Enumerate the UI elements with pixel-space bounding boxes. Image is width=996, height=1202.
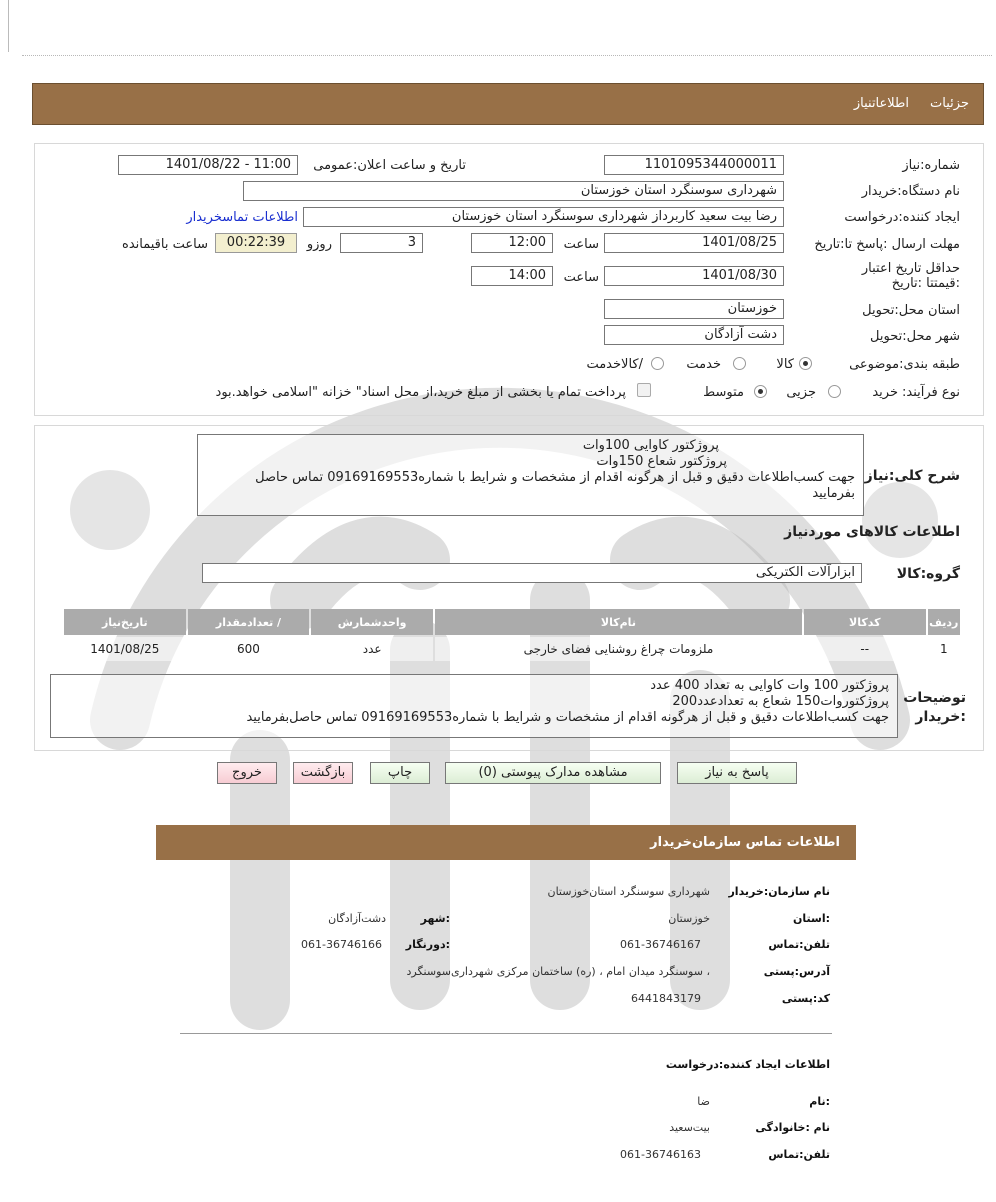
- remaining-label: ساعت باقیمانده: [122, 237, 208, 252]
- general-description-box: [197, 434, 864, 516]
- treasury-payment-note: پرداخت تمام یا بخشی از مبلغ خرید،از محل اسناد" خزانه "اسلامی خواهد.بود: [215, 385, 626, 400]
- process-label: نوع فرآیند:: [902, 385, 960, 400]
- tab-details[interactable]: جزئیات: [930, 96, 969, 111]
- contact-section-title: اطلاعات تماس سازمان‌خریدار: [650, 835, 840, 850]
- announce-label: تاریخ و ساعت اعلان:عمومی: [313, 158, 466, 173]
- contact-section-header: [156, 825, 856, 860]
- contact-fax-label: :دورنگار: [405, 938, 450, 951]
- description-line-2: پروژکتور شعاع 150وات: [596, 454, 727, 469]
- category-service-label: خدمت: [686, 357, 721, 372]
- deadline-hour-label: ساعت: [563, 237, 599, 252]
- contact-phone-value: 061-36746167: [620, 938, 701, 951]
- description-line-3: جهت کسب‌اطلاعات دقیق و قبل از هرگونه اقدام از مشخصات و شرایط با شماره09169169553 تماس حاصل: [255, 470, 855, 485]
- process-medium-label: متوسط: [703, 385, 744, 400]
- category-service-radio[interactable]: [733, 357, 746, 370]
- buyer-notes-line-3: جهت کسب‌اطلاعات دقیق و قبل از هرگونه اقدام از مشخصات و شرایط با شماره09169169553 تماس حاصل‌بفرمایید: [246, 710, 889, 725]
- contact-address-value: ، سوسنگرد میدان امام ، (ره) ساختمان مرکزی شهرداری‌سوسنگرد: [406, 965, 710, 978]
- col-row: ردیف: [928, 609, 960, 635]
- col-quantity: / تعداد‌مقدار: [188, 609, 310, 635]
- buyer-contact-link[interactable]: اطلاعات تماسخریدار: [186, 210, 298, 225]
- process-partial-radio[interactable]: [828, 385, 841, 398]
- city-label: شهر محل:تحویل: [870, 329, 960, 344]
- buyer-org-field[interactable]: شهرداری سوسنگرد استان خوزستان: [243, 181, 784, 201]
- col-code: کدکالا: [804, 609, 926, 635]
- creator-phone-label: تلفن:تماس: [768, 1148, 830, 1161]
- creator-family-label: نام :خانوادگی: [755, 1121, 830, 1134]
- deadline-date-field[interactable]: 1401/08/25: [604, 233, 784, 253]
- validity-date-field[interactable]: 1401/08/30: [604, 266, 784, 286]
- left-edge-line: [8, 0, 9, 52]
- contact-phone-label: تلفن:تماس: [768, 938, 830, 951]
- org-name-value: شهرداری سوسنگرد استان‌خوزستان: [547, 885, 710, 898]
- buyer-notes-box: [50, 674, 898, 738]
- remaining-timer: 00:22:39: [215, 233, 297, 253]
- process-medium-radio[interactable]: [754, 385, 767, 398]
- need-number-label: شماره:نیاز: [902, 158, 960, 173]
- description-line-4: بفرمایید: [812, 486, 855, 501]
- table-row: [64, 637, 960, 661]
- creator-family-value: بیت‌سعید: [669, 1121, 710, 1134]
- back-button[interactable]: بازگشت: [293, 762, 353, 784]
- cell-code: --: [804, 637, 926, 661]
- announce-field[interactable]: 1401/08/22 - 11:00: [118, 155, 298, 175]
- category-goods-radio[interactable]: [799, 357, 812, 370]
- exit-button[interactable]: خروج: [217, 762, 277, 784]
- buyer-notes-label: توضیحات: [903, 690, 966, 706]
- need-number-field[interactable]: 1101095344000011: [604, 155, 784, 175]
- contact-separator: [180, 1033, 832, 1034]
- buyer-org-label: نام دستگاه:خریدار: [861, 184, 960, 199]
- goods-table: [62, 607, 962, 663]
- contact-address-label: آدرس:پستی: [763, 965, 830, 978]
- contact-city-value: دشت‌آزادگان: [328, 912, 386, 925]
- days-field[interactable]: 3: [340, 233, 423, 253]
- days-label: روزو: [306, 237, 332, 252]
- process-partial-label: جزیی: [786, 385, 816, 400]
- validity-label: حداقل تاریخ اعتبار :قیمتتا :تاریخ: [861, 261, 960, 291]
- goods-group-label: گروه:کالا: [896, 566, 960, 582]
- cell-quantity: 600: [188, 637, 310, 661]
- cell-row: 1: [928, 637, 960, 661]
- contact-postal-label: کد:پستی: [781, 992, 830, 1005]
- contact-postal-value: 6441843179: [631, 992, 701, 1005]
- tab-need-info[interactable]: اطلاعاتنیاز: [853, 96, 909, 111]
- goods-table-header: [64, 609, 960, 635]
- col-name: نام‌کالا: [435, 609, 802, 635]
- buyer-notes-line-2: پروژکتوروات150 شعاع به تعداد‌عدد200: [672, 694, 889, 709]
- deadline-label: مهلت ارسال :پاسخ تا:تاریخ: [814, 237, 960, 252]
- buyer-notes-label-2: :خریدار: [915, 709, 966, 725]
- reply-button[interactable]: پاسخ به نیاز: [677, 762, 797, 784]
- category-goods-label: کالا: [776, 357, 794, 372]
- top-divider: [22, 55, 992, 56]
- col-date: تاریخ‌نیاز: [64, 609, 186, 635]
- category-goods-service-radio[interactable]: [651, 357, 664, 370]
- category-label: طبقه بندی:موضوعی: [849, 357, 960, 372]
- col-unit: واحدشمارش: [311, 609, 433, 635]
- contact-province-label: :استان: [793, 912, 830, 925]
- print-button[interactable]: چاپ: [370, 762, 430, 784]
- goods-group-field[interactable]: ابزارآلات الکتریکی: [202, 563, 862, 583]
- view-attachments-button[interactable]: مشاهده مدارک پیوستی (0): [445, 762, 661, 784]
- city-field[interactable]: دشت آزادگان: [604, 325, 784, 345]
- creator-name-label: :نام: [809, 1095, 830, 1108]
- validity-hour-label: ساعت: [563, 270, 599, 285]
- validity-time-field[interactable]: 14:00: [471, 266, 553, 286]
- province-field[interactable]: خوزستان: [604, 299, 784, 319]
- creator-info-title: اطلاعات ایجاد کننده:درخواست: [665, 1058, 830, 1071]
- buyer-notes-line-1: پروژکتور 100 وات کاوایی به تعداد 400 عدد: [650, 678, 889, 693]
- contact-city-label: :شهر: [420, 912, 450, 925]
- creator-phone-value: 061-36746163: [620, 1148, 701, 1161]
- cell-unit: عدد: [311, 637, 433, 661]
- creator-label: ایجاد کننده:درخواست: [844, 210, 960, 225]
- cell-name: ملزومات چراغ روشنایی فضای خارجی: [435, 637, 802, 661]
- description-line-1: پروژکتور کاوایی 100وات: [582, 438, 719, 453]
- goods-section-title: اطلاعات کالاهای موردنیاز: [784, 524, 960, 540]
- deadline-time-field[interactable]: 12:00: [471, 233, 553, 253]
- category-goods-service-label: /کالاخدمت: [586, 357, 643, 372]
- process-buy-label: خرید: [872, 385, 898, 400]
- contact-province-value: خوزستان: [668, 912, 710, 925]
- org-name-label: نام سازمان:خریدار: [728, 885, 830, 898]
- province-label: استان محل:تحویل: [862, 303, 960, 318]
- creator-field[interactable]: رضا بیت سعید کاربرداز شهرداری سوسنگرد استان خوزستان: [303, 207, 784, 227]
- page-header-bar: [32, 83, 984, 125]
- contact-fax-value: 061-36746166: [301, 938, 382, 951]
- creator-name-value: ضا: [697, 1095, 710, 1108]
- treasury-payment-checkbox[interactable]: [637, 383, 651, 397]
- general-description-label: شرح کلی:نیاز: [864, 468, 960, 484]
- cell-date: 1401/08/25: [64, 637, 186, 661]
